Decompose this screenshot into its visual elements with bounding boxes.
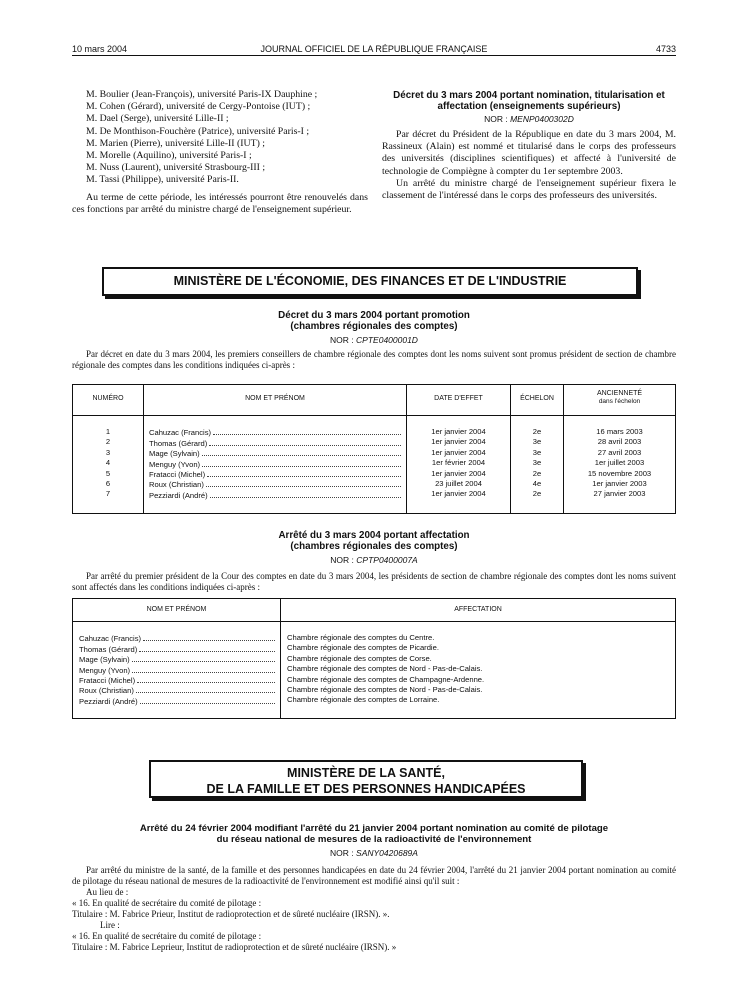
member-item: M. Cohen (Gérard), université de Cergy-Pontoise (IUT) ; [86, 101, 311, 113]
table-row-affectation: Chambre régionale des comptes de Champagne-Ardenne. [287, 674, 485, 684]
leader-dots [202, 455, 401, 456]
col-divider [280, 599, 281, 718]
decree-title-line2: (chambres régionales des comptes) [290, 321, 458, 332]
right-decree-title: Décret du 3 mars 2004 portant nomination, titularisation et affectation (enseignements supérieurs) [393, 90, 665, 112]
right-column [382, 90, 676, 202]
table-row-date: 1er janvier 2004 [431, 427, 486, 436]
leader-dots [202, 466, 401, 467]
th-echelon: ÉCHELON [520, 395, 554, 402]
th-date: DATE D'EFFET [434, 395, 483, 402]
table-row-name [79, 675, 277, 685]
table-row-num: 1 [105, 427, 111, 436]
name-text: Menguy (Yvon) [79, 665, 131, 675]
lire: Lire : [100, 920, 120, 930]
table-row-affectation: Chambre régionale des comptes de Corse. [287, 653, 432, 663]
table-row-echelon: 2e [532, 468, 542, 478]
table-row-echelon: 4e [532, 478, 542, 488]
table-row-affectation: Chambre régionale des comptes de Nord - Pas-de-Calais. [287, 664, 483, 674]
table-row-date: 1er janvier 2004 [431, 447, 486, 457]
leader-dots [132, 661, 275, 662]
item-16-before: « 16. En qualité de secrétaire du comité de pilotage : [72, 898, 262, 908]
arrete-title-line1: Arrêté du 24 février 2004 modifiant l'arrêté du 21 janvier 2004 portant nomination au comité de pilotage [139, 823, 609, 834]
arrete-affectation-intro [72, 571, 676, 593]
member-item: M. De Monthison-Fouchère (Patrice), université Paris-I ; [86, 125, 310, 137]
name-text: Menguy (Yvon) [149, 459, 201, 469]
th-numero: NUMÉRO [92, 395, 124, 402]
name-text: Pezziardi (André) [149, 490, 208, 500]
table-row-affectation: Chambre régionale des comptes de Nord - Pas-de-Calais. [287, 684, 483, 694]
left-column [86, 89, 368, 187]
th-anciennete [564, 390, 675, 406]
titulaire-after: Titulaire : M. Fabrice Leprieur, Institut de radioprotection et de sûreté nucléaire (IRSN). » [72, 942, 397, 952]
leader-dots [136, 692, 275, 693]
table-row-anciennete: 27 janvier 2003 [593, 489, 646, 499]
leader-dots [139, 651, 275, 652]
table-row-anciennete: 27 avril 2003 [597, 447, 642, 457]
table-row-anciennete: 28 avril 2003 [597, 437, 642, 447]
nor-code: MENP0400302D [510, 114, 574, 124]
table-row-anciennete: 1er juillet 2003 [594, 458, 645, 468]
table-row-num: 4 [105, 458, 111, 468]
col-anciennete [564, 427, 675, 500]
table-row-affectation: Chambre régionale des comptes de Picardie. [287, 643, 439, 653]
table-row-echelon: 3e [532, 437, 542, 447]
table-row-name [79, 695, 277, 705]
arrete-pilotage-nor [0, 848, 748, 858]
leader-dots [132, 672, 275, 673]
table-row-echelon: 3e [532, 458, 542, 468]
col-nom [149, 427, 403, 500]
arrete-pilotage-intro: Par arrêté du ministre de la santé, de la famille et des personnes handicapées en date du 24 février 2004, l'arrêté du 21 janvier 2004 portant nomination au comité de pilotage du réseau national de mesures de la radioactivité de l'environnement est modifié ainsi qu'il suit : [72, 865, 676, 886]
leader-dots [207, 476, 401, 477]
nor-code: CPTP0400007A [356, 555, 418, 565]
table-row-name [149, 479, 403, 489]
table-row-name [149, 458, 403, 468]
table-row-anciennete: 16 mars 2003 [596, 427, 643, 436]
table-row-num: 2 [105, 437, 111, 447]
table-row-name [149, 489, 403, 499]
leader-dots [206, 486, 401, 487]
item-16-after: « 16. En qualité de secrétaire du comité de pilotage : [72, 931, 262, 941]
table-row-anciennete: 15 novembre 2003 [587, 468, 652, 478]
header-divider [73, 621, 675, 622]
table-row-echelon: 2e [532, 427, 542, 436]
table-row-name [149, 427, 403, 437]
leader-dots [143, 640, 275, 641]
closing-text: Au terme de cette période, les intéressés pourront être renouvelés dans ces fonctions par arrêté du ministre chargé de l'enseignement supérieur. [72, 192, 368, 216]
table-row-name [79, 633, 277, 643]
nor-label: NOR : [330, 555, 354, 565]
decree-title-line1: Décret du 3 mars 2004 portant promotion [278, 310, 470, 321]
nor-label: NOR : [484, 114, 508, 124]
name-text: Mage (Sylvain) [149, 449, 200, 459]
name-text: Cahuzac (Francis) [149, 428, 212, 438]
header-page-number: 4733 [655, 44, 676, 54]
arrete-pilotage-body [72, 865, 676, 953]
name-text: Fratacci (Michel) [149, 469, 206, 479]
name-text: Thomas (Gérard) [149, 438, 208, 448]
name-text: Roux (Christian) [79, 686, 134, 696]
member-item: M. Marien (Pierre), université Lille-II (IUT) ; [86, 137, 265, 149]
table-row-num: 5 [105, 468, 111, 478]
right-decree-body [382, 129, 676, 202]
table-row-num: 6 [105, 478, 111, 488]
ministry-banner-sante [149, 760, 583, 798]
member-item: M. Boulier (Jean-François), université Paris-IX Dauphine ; [86, 89, 318, 100]
arrete-title-line1: Arrêté du 3 mars 2004 portant affectation [278, 530, 470, 541]
right-decree-nor [382, 114, 676, 124]
leader-dots [209, 445, 401, 446]
member-list [86, 89, 368, 187]
ministry-banner-line1: MINISTÈRE DE LA SANTÉ, [287, 766, 445, 780]
decree-promotion-title [0, 310, 748, 332]
table-row-echelon: 3e [532, 447, 542, 457]
leader-dots [137, 682, 275, 683]
col-nom [79, 633, 277, 706]
th-anciennete-line1: ANCIENNETÉ [596, 390, 643, 397]
col-affectation [287, 633, 671, 706]
right-decree-para2: Un arrêté du ministre chargé de l'enseignement supérieur fixera le classement de l'intéressé dans le corps des professeurs des universités. [382, 177, 676, 202]
table-row-name [79, 685, 277, 695]
affectation-table [72, 598, 676, 719]
arrete-intro-text: Par arrêté du premier président de la Cour des comptes en date du 3 mars 2004, les présidents de section de chambre régionale des comptes dont les noms suivent sont affectés dans les conditions indiquées ci-après : [72, 571, 676, 592]
au-lieu-de: Au lieu de : [86, 887, 129, 897]
table-row-date: 1er janvier 2004 [431, 468, 486, 478]
name-text: Cahuzac (Francis) [79, 634, 142, 644]
decree-promotion-nor [0, 335, 748, 345]
table-row-anciennete: 1er janvier 2003 [592, 478, 647, 488]
col-echelon [511, 427, 563, 500]
right-decree-para1: Par décret du Président de la République en date du 3 mars 2004, M. Rassineux (Alain) est nommé et titularisé dans le corps des professeurs des universités (disciplines scientifiques) et affecté à l'université de technologie de Compiègne à compter du 1er septembre 2003. [382, 129, 676, 177]
leader-dots [210, 497, 401, 498]
name-text: Thomas (Gérard) [79, 644, 138, 654]
table-row-date: 1er janvier 2004 [431, 437, 486, 447]
table-row-echelon: 2e [532, 489, 542, 499]
table-row-num: 7 [105, 489, 111, 499]
decree-intro-text: Par décret en date du 3 mars 2004, les premiers conseillers de chambre régionale des comptes dont les noms suivent sont promus président de section de chambre régionale des comptes dans les conditions indiquées ci-après : [72, 349, 676, 370]
name-text: Fratacci (Michel) [79, 675, 136, 685]
table-row-date: 1er janvier 2004 [431, 489, 486, 499]
nor-label: NOR : [330, 848, 354, 858]
col-divider [143, 385, 144, 513]
table-row-name [149, 448, 403, 458]
header-rule [72, 55, 676, 56]
leader-dots [140, 703, 275, 704]
col-numero [73, 427, 143, 500]
nor-label: NOR : [330, 335, 354, 345]
nor-code: SANY0420689A [356, 848, 418, 858]
table-row-name [79, 643, 277, 653]
header-divider [73, 415, 675, 416]
member-item: M. Morelle (Aquilino), université Paris-I ; [86, 150, 252, 162]
table-row-date: 1er février 2004 [431, 458, 486, 468]
leader-dots [213, 434, 401, 435]
member-item: M. Tassi (Philippe), université Paris-II. [86, 174, 239, 186]
name-text: Roux (Christian) [149, 480, 204, 490]
arrete-affectation-title [0, 530, 748, 552]
arrete-pilotage-title [60, 823, 688, 845]
decree-promotion-intro [72, 349, 676, 371]
table-row-name [149, 469, 403, 479]
arrete-title-line2: du réseau national de mesures de la radioactivité de l'environnement [216, 834, 532, 845]
titulaire-before: Titulaire : M. Fabrice Prieur, Institut de radioprotection et de sûreté nucléaire (IRSN). ». [72, 909, 390, 919]
header-journal: JOURNAL OFFICIEL DE LA RÉPUBLIQUE FRANÇAISE [260, 44, 488, 54]
member-item: M. Dael (Serge), université Lille-II ; [86, 113, 229, 125]
th-nom: NOM ET PRÉNOM [245, 395, 305, 402]
table-row-name [79, 664, 277, 674]
name-text: Mage (Sylvain) [79, 655, 130, 665]
left-closing-paragraph [72, 192, 368, 216]
table-row-date: 23 juillet 2004 [435, 478, 482, 488]
ministry-banner-line2: DE LA FAMILLE ET DES PERSONNES HANDICAPÉES [206, 782, 526, 796]
th-nom: NOM ET PRÉNOM [146, 606, 207, 613]
table-row-affectation: Chambre régionale des comptes de Lorraine. [287, 695, 440, 705]
col-date [407, 427, 510, 500]
nor-code: CPTE0400001D [356, 335, 418, 345]
name-text: Pezziardi (André) [79, 696, 138, 706]
ministry-banner-economie: MINISTÈRE DE L'ÉCONOMIE, DES FINANCES ET DE L'INDUSTRIE [102, 267, 638, 296]
th-affectation: AFFECTATION [454, 606, 502, 613]
table-row-affectation: Chambre régionale des comptes du Centre. [287, 633, 435, 642]
header-date: 10 mars 2004 [72, 44, 128, 54]
table-row-num: 3 [105, 447, 111, 457]
member-item: M. Nuss (Laurent), université Strasbourg-III ; [86, 162, 266, 174]
promotion-table [72, 384, 676, 514]
th-anciennete-line2: dans l'échelon [598, 398, 641, 405]
table-row-name [79, 654, 277, 664]
arrete-title-line2: (chambres régionales des comptes) [290, 541, 458, 552]
table-row-name [149, 437, 403, 447]
arrete-affectation-nor [0, 555, 748, 565]
